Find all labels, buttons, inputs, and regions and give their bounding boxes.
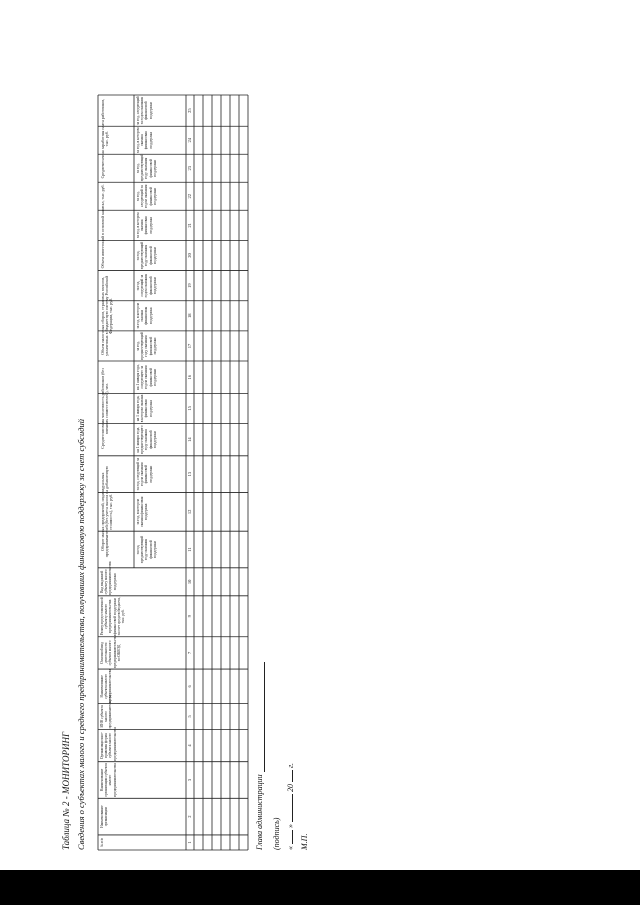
bottom-black-band (0, 870, 640, 905)
column-number: 18 (187, 313, 192, 319)
column-number: 10 (187, 579, 192, 585)
sub-column-header: за год, следующий за годом оказания финансовой поддержки (136, 273, 157, 298)
column-number: 1 (187, 841, 192, 844)
sub-column-header: за год, предшествующий году оказания финансовой поддержки (136, 153, 157, 182)
group-header: Среднесписочная численность работников (без внешних совместителей), чел. (100, 368, 110, 449)
signature-caption: (подпись) (272, 817, 281, 850)
column-header: Вид выданной субъекту малого предпринимательства поддержки (100, 561, 117, 595)
sub-column-header: за год, следующий за годом оказания финансовой поддержки (136, 96, 153, 125)
column-header: Организационно-правовая форма субъекта малого предпринимательства (100, 727, 117, 761)
column-number: 20 (187, 253, 192, 258)
sub-column-header: за год, следующий за годом оказания финансовой поддержки (136, 184, 157, 208)
sub-column-header: за год, предшествующий году оказания финансовой поддержки (136, 241, 157, 270)
sub-column-header: на 1 января года, в котором оказана финансовая поддержка (136, 394, 153, 423)
column-header: Наименование субъекта малого предпринимательства (100, 669, 113, 703)
column-number: 23 (187, 166, 192, 171)
column-number: 15 (187, 406, 192, 411)
sub-column-header: на 1 января года, следующего за годом оказания финансовой поддержки (136, 364, 157, 391)
column-number: 9 (187, 615, 192, 618)
date-day-blank (292, 830, 293, 844)
column-number: 2 (187, 815, 192, 818)
sub-column-header: за год, следующий за годом оказания финансовой поддержки (136, 457, 153, 491)
date-quote-open: « (286, 846, 295, 850)
date-quote-close: » (286, 824, 295, 828)
column-header: № п/п (100, 837, 104, 848)
signature-label: Глава администрации (255, 774, 264, 850)
sub-column-header: на 1 января года, предшествующего году оказания финансовой поддержки (136, 425, 157, 454)
column-number: 17 (187, 343, 192, 349)
sub-column-header: за год, предшествующий году оказания финансовой поддержки (136, 535, 157, 564)
sub-column-header: за год, в котором оказана финансовая поддержка (136, 302, 153, 329)
column-header: Основной вид деятельности субъекта малого предпринимательства по ОКВЭД (100, 634, 121, 669)
group-header: Оборот малых предприятий, индивидуальных предпринимателей (без учета налога на добавленную стоимость), тыс. руб. (100, 466, 114, 558)
group-header: Объем инвестиций в основной капитал, тыс. руб. (100, 184, 105, 269)
column-number: 22 (187, 194, 192, 199)
date-month-blank (292, 794, 293, 822)
table-header-layer (98, 95, 248, 850)
column-number: 3 (187, 778, 192, 782)
column-number: 19 (187, 283, 192, 288)
column-header: Наименование организации субъекта малого предпринимательства (100, 763, 117, 797)
column-number: 24 (187, 138, 192, 143)
sub-column-header: за год, в котором оказана финансовая поддержка (136, 127, 153, 154)
table-title: Таблица № 2 - МОНИТОРИНГ (61, 731, 71, 850)
column-number: 4 (187, 744, 192, 747)
date-year-prefix: 20 (286, 784, 295, 792)
table-subtitle: Сведения о субъектах малого и среднего предпринимательства, получивших финансовую поддержку за счет субсидий (76, 419, 86, 850)
seal-label: М.П. (300, 833, 309, 850)
column-number: 13 (187, 471, 192, 477)
date-year-blank (292, 770, 293, 782)
column-number: 6 (187, 685, 192, 688)
column-number: 14 (187, 437, 192, 442)
column-header: Наименование организации (100, 805, 109, 828)
column-number: 11 (187, 547, 192, 552)
column-number: 16 (187, 374, 192, 380)
group-header: Среднемесячная заработная плата работников, тыс. руб. (100, 98, 110, 179)
sub-column-header: за год, в котором оказана финансовая поддержка (136, 212, 153, 239)
date-year-suffix: г. (286, 762, 295, 768)
sub-column-header: за год, в котором оказана финансовая поддержка (136, 496, 149, 528)
date-line (286, 763, 295, 850)
group-header: Объем налоговых сборов, страховых взносов, уплаченных в бюджетную систему Российской Федерации, тыс. руб. (100, 275, 114, 356)
signature-line (264, 662, 265, 772)
sub-column-header: за год, предшествующий году оказания финансовой поддержки (136, 332, 157, 360)
column-header: ИНН субъекта малого предпринимательства (100, 695, 113, 729)
rotated-document (60, 40, 310, 850)
column-number: 5 (187, 715, 192, 718)
column-number: 21 (187, 223, 192, 228)
column-number: 25 (187, 108, 192, 113)
column-number: 7 (187, 651, 192, 655)
column-header: Размер предоставленной субъекту малого предпринимательства финансовой поддержки за счет средств бюджета, тыс. руб. (100, 597, 126, 636)
column-number: 12 (187, 509, 192, 515)
